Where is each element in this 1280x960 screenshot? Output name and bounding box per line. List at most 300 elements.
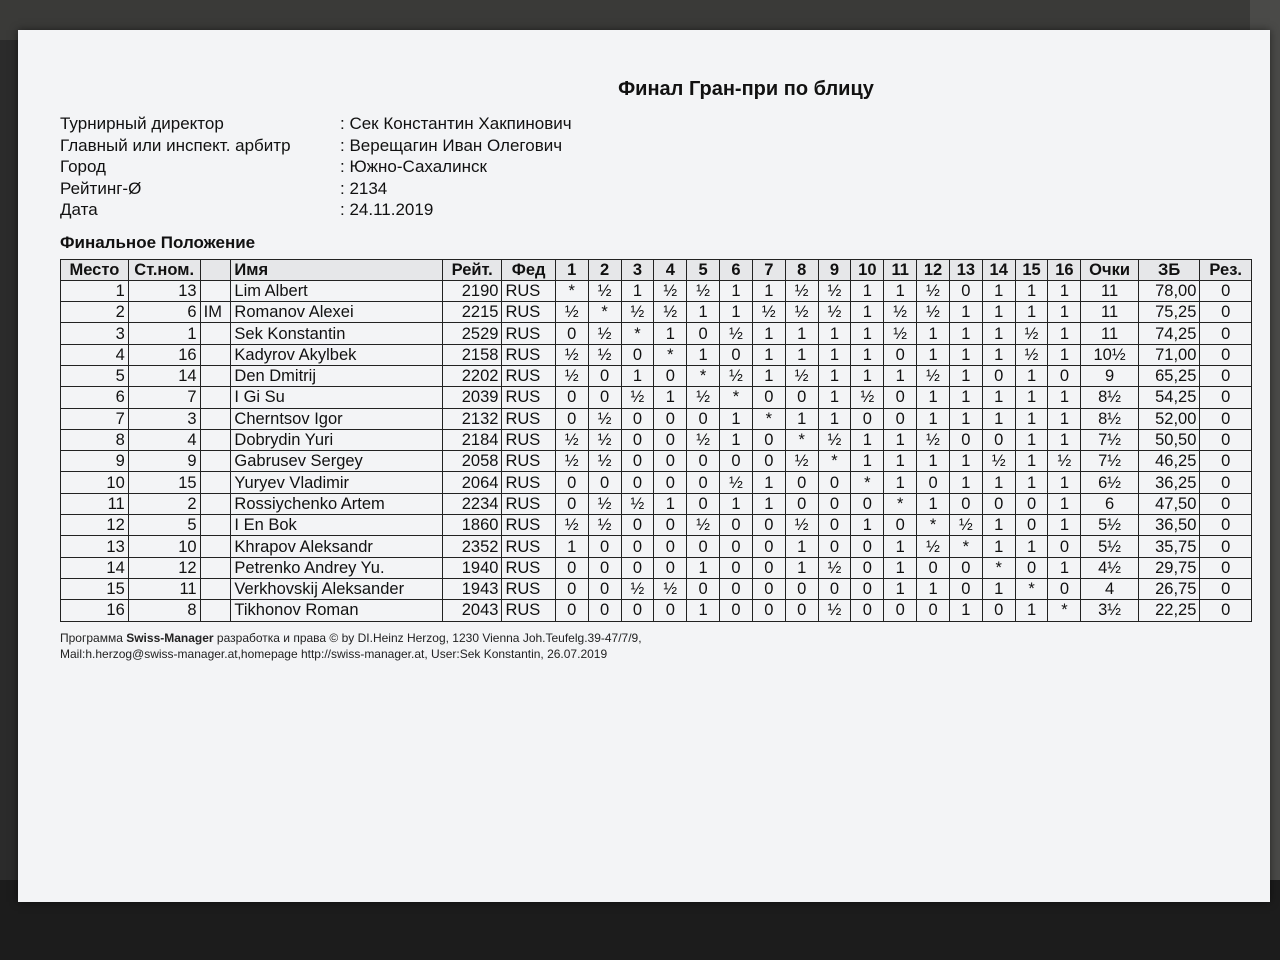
program-footer <box>60 630 1252 662</box>
table-cell: ½ <box>1015 323 1048 344</box>
table-cell: 0 <box>687 472 720 493</box>
info-row <box>60 178 1252 200</box>
table-cell: 2039 <box>442 387 502 408</box>
table-cell: RUS <box>502 536 555 557</box>
table-cell: 0 <box>752 451 785 472</box>
table-cell: 75,25 <box>1138 302 1200 323</box>
table-cell: 0 <box>818 536 851 557</box>
crosstable-header-row <box>61 259 1252 280</box>
table-cell <box>200 472 231 493</box>
table-cell: 0 <box>785 600 818 621</box>
table-cell: 1 <box>851 323 884 344</box>
table-cell: ½ <box>917 302 950 323</box>
table-cell: 0 <box>687 536 720 557</box>
table-cell: Rossiychenko Artem <box>231 493 443 514</box>
table-cell: ½ <box>621 302 654 323</box>
column-header: 3 <box>621 259 654 280</box>
table-cell: 0 <box>621 600 654 621</box>
table-cell: 0 <box>654 557 687 578</box>
table-cell: 0 <box>982 365 1015 386</box>
table-cell: 0 <box>720 451 753 472</box>
table-cell: 2202 <box>442 365 502 386</box>
tournament-info <box>60 113 1252 221</box>
info-label: Дата <box>60 200 98 219</box>
table-cell: 0 <box>654 408 687 429</box>
table-cell: 0 <box>588 387 621 408</box>
table-cell: ½ <box>884 323 917 344</box>
table-cell: 0 <box>654 600 687 621</box>
table-cell: 1 <box>982 387 1015 408</box>
table-cell: ½ <box>555 365 588 386</box>
table-cell: 0 <box>1015 493 1048 514</box>
table-cell: * <box>720 387 753 408</box>
column-header: 4 <box>654 259 687 280</box>
table-cell: 0 <box>1048 578 1081 599</box>
table-cell: 0 <box>1200 515 1252 536</box>
table-cell: 0 <box>654 472 687 493</box>
table-cell: ½ <box>654 280 687 301</box>
table-cell: 1 <box>687 600 720 621</box>
table-cell: 1 <box>1048 323 1081 344</box>
table-cell: 6 <box>1081 493 1138 514</box>
table-cell: 0 <box>654 429 687 450</box>
table-cell: * <box>1015 578 1048 599</box>
table-cell: 0 <box>588 578 621 599</box>
table-cell: 0 <box>818 578 851 599</box>
table-cell: 0 <box>654 451 687 472</box>
table-cell: 2064 <box>442 472 502 493</box>
table-cell: 1 <box>884 429 917 450</box>
table-cell: ½ <box>818 557 851 578</box>
info-row <box>60 199 1252 221</box>
table-cell: RUS <box>502 387 555 408</box>
table-cell: 0 <box>1200 578 1252 599</box>
table-cell: 1 <box>621 365 654 386</box>
table-cell: 11 <box>1081 302 1138 323</box>
table-cell: RUS <box>502 365 555 386</box>
table-cell: ½ <box>818 600 851 621</box>
table-cell: ½ <box>621 387 654 408</box>
table-cell: 1 <box>1048 429 1081 450</box>
table-cell: 0 <box>1200 387 1252 408</box>
table-cell: 9 <box>61 451 129 472</box>
table-cell: ½ <box>588 344 621 365</box>
table-cell: 1 <box>851 429 884 450</box>
table-cell: 1 <box>982 578 1015 599</box>
table-cell: 1 <box>949 451 982 472</box>
table-cell: 1 <box>884 557 917 578</box>
table-cell: 0 <box>1048 365 1081 386</box>
table-cell: 0 <box>687 408 720 429</box>
table-cell: 0 <box>949 493 982 514</box>
table-cell: 4½ <box>1081 557 1138 578</box>
table-cell: 5½ <box>1081 536 1138 557</box>
table-cell <box>200 536 231 557</box>
table-cell: ½ <box>818 280 851 301</box>
section-title: Финальное Положение <box>60 232 256 252</box>
table-cell: 0 <box>555 600 588 621</box>
table-cell: ½ <box>884 302 917 323</box>
table-cell: 1 <box>621 280 654 301</box>
table-cell: 1 <box>949 408 982 429</box>
table-cell: ½ <box>917 365 950 386</box>
table-cell: 1 <box>1048 302 1081 323</box>
column-header: Рейт. <box>442 259 502 280</box>
table-cell: * <box>1048 600 1081 621</box>
table-cell: 0 <box>720 536 753 557</box>
table-cell: RUS <box>502 493 555 514</box>
table-cell: 2529 <box>442 323 502 344</box>
table-cell: 4 <box>1081 578 1138 599</box>
table-cell: Dobrydin Yuri <box>231 429 443 450</box>
table-cell: 0 <box>785 493 818 514</box>
table-cell: 11 <box>1081 323 1138 344</box>
table-cell: 0 <box>818 472 851 493</box>
table-cell: 1 <box>752 323 785 344</box>
table-cell: 1 <box>982 515 1015 536</box>
table-cell: ½ <box>687 280 720 301</box>
table-cell: 14 <box>128 365 200 386</box>
table-cell: 8½ <box>1081 408 1138 429</box>
table-cell: 9 <box>1081 365 1138 386</box>
table-cell: 0 <box>621 429 654 450</box>
table-cell: * <box>654 344 687 365</box>
table-cell: 8 <box>61 429 129 450</box>
table-cell: 5 <box>61 365 129 386</box>
table-cell: ½ <box>818 302 851 323</box>
table-cell: 13 <box>128 280 200 301</box>
table-row <box>61 557 1252 578</box>
column-header: 9 <box>818 259 851 280</box>
footer-line-1 <box>60 630 1252 646</box>
table-cell: 3½ <box>1081 600 1138 621</box>
table-cell: 0 <box>555 578 588 599</box>
table-cell: ½ <box>588 429 621 450</box>
table-cell: Verkhovskij Aleksander <box>231 578 443 599</box>
table-cell: RUS <box>502 302 555 323</box>
info-row <box>60 156 1252 178</box>
table-cell: 0 <box>982 600 1015 621</box>
table-row <box>61 451 1252 472</box>
table-cell: 1 <box>752 365 785 386</box>
table-cell: 2043 <box>442 600 502 621</box>
table-row <box>61 515 1252 536</box>
column-header: 12 <box>917 259 950 280</box>
table-cell: 1 <box>949 600 982 621</box>
table-cell: 11 <box>1081 280 1138 301</box>
table-cell: 26,75 <box>1138 578 1200 599</box>
table-cell: 1 <box>884 365 917 386</box>
table-cell: 8½ <box>1081 387 1138 408</box>
table-cell: ½ <box>851 387 884 408</box>
table-cell: ½ <box>752 302 785 323</box>
table-row <box>61 323 1252 344</box>
column-header: Фед <box>502 259 555 280</box>
table-cell: 2190 <box>442 280 502 301</box>
table-cell: 0 <box>621 536 654 557</box>
table-cell: 1 <box>61 280 129 301</box>
table-cell: 0 <box>1200 557 1252 578</box>
column-header: 8 <box>785 259 818 280</box>
table-cell: RUS <box>502 344 555 365</box>
table-cell: 1 <box>917 408 950 429</box>
footer-prefix: Программа <box>60 630 127 645</box>
table-cell: 1 <box>555 536 588 557</box>
table-cell: 0 <box>785 387 818 408</box>
table-cell <box>200 387 231 408</box>
table-cell: 6½ <box>1081 472 1138 493</box>
table-cell: 7 <box>128 387 200 408</box>
table-cell: ½ <box>588 451 621 472</box>
table-cell: 1 <box>982 472 1015 493</box>
table-cell: ½ <box>555 451 588 472</box>
table-cell: 2158 <box>442 344 502 365</box>
table-cell: 1 <box>1048 472 1081 493</box>
table-cell: 1 <box>654 323 687 344</box>
table-cell: 0 <box>720 557 753 578</box>
table-cell: 0 <box>1200 493 1252 514</box>
table-cell: 0 <box>1015 515 1048 536</box>
table-cell: 1 <box>818 344 851 365</box>
table-cell <box>200 557 231 578</box>
table-cell: * <box>818 451 851 472</box>
table-cell: 1 <box>785 557 818 578</box>
table-cell: ½ <box>621 578 654 599</box>
table-cell: 0 <box>654 536 687 557</box>
table-cell: 0 <box>621 557 654 578</box>
table-cell: 3 <box>61 323 129 344</box>
table-cell: 1 <box>1015 600 1048 621</box>
table-cell: 0 <box>917 557 950 578</box>
table-cell: 0 <box>851 493 884 514</box>
table-cell: 0 <box>1200 600 1252 621</box>
table-cell: ½ <box>687 387 720 408</box>
table-cell: ½ <box>785 451 818 472</box>
table-cell <box>200 600 231 621</box>
table-cell: 1 <box>752 280 785 301</box>
document-title: Финал Гран-при по блицу <box>618 78 874 100</box>
table-cell: 0 <box>555 493 588 514</box>
table-cell: 1 <box>785 408 818 429</box>
table-row <box>61 493 1252 514</box>
table-cell: 1 <box>785 536 818 557</box>
table-cell: 1 <box>818 387 851 408</box>
table-cell: 1 <box>851 365 884 386</box>
table-cell: 0 <box>588 557 621 578</box>
table-cell: 0 <box>654 365 687 386</box>
table-cell: 2184 <box>442 429 502 450</box>
table-cell: RUS <box>502 515 555 536</box>
table-cell: * <box>687 365 720 386</box>
table-cell: 3 <box>128 408 200 429</box>
table-cell: 5½ <box>1081 515 1138 536</box>
table-cell: 0 <box>654 515 687 536</box>
table-cell: 0 <box>720 515 753 536</box>
table-cell: 7 <box>61 408 129 429</box>
table-cell: ½ <box>555 344 588 365</box>
table-cell: 9 <box>128 451 200 472</box>
table-cell: 1 <box>128 323 200 344</box>
table-cell: * <box>851 472 884 493</box>
table-cell: 1 <box>720 493 753 514</box>
table-cell: RUS <box>502 280 555 301</box>
table-cell: ½ <box>588 493 621 514</box>
table-cell: 1 <box>720 429 753 450</box>
table-cell: * <box>588 302 621 323</box>
table-cell <box>200 578 231 599</box>
table-cell: 0 <box>687 451 720 472</box>
table-cell: 0 <box>982 493 1015 514</box>
table-cell: ½ <box>949 515 982 536</box>
table-cell: 0 <box>588 472 621 493</box>
column-header: 13 <box>949 259 982 280</box>
table-cell: RUS <box>502 451 555 472</box>
table-cell: 1 <box>1015 280 1048 301</box>
table-cell: ½ <box>588 280 621 301</box>
table-cell: 6 <box>128 302 200 323</box>
table-cell: 1 <box>687 344 720 365</box>
table-cell <box>200 515 231 536</box>
table-cell: 16 <box>128 344 200 365</box>
table-cell: 1 <box>982 323 1015 344</box>
table-cell: * <box>884 493 917 514</box>
table-cell: 2132 <box>442 408 502 429</box>
table-cell: 1860 <box>442 515 502 536</box>
table-cell <box>200 429 231 450</box>
table-cell: ½ <box>917 280 950 301</box>
table-cell: 1 <box>949 302 982 323</box>
table-cell: 78,00 <box>1138 280 1200 301</box>
table-cell: 0 <box>720 578 753 599</box>
table-cell: 1 <box>851 280 884 301</box>
table-cell: 10½ <box>1081 344 1138 365</box>
table-row <box>61 387 1252 408</box>
table-row <box>61 578 1252 599</box>
table-cell: 1 <box>851 515 884 536</box>
table-cell: 0 <box>1200 429 1252 450</box>
column-header: 15 <box>1015 259 1048 280</box>
table-cell: 1 <box>917 493 950 514</box>
table-cell: ½ <box>588 408 621 429</box>
table-cell: 52,00 <box>1138 408 1200 429</box>
column-header: Очки <box>1081 259 1138 280</box>
table-cell: Sek Konstantin <box>231 323 443 344</box>
table-cell: 1 <box>752 493 785 514</box>
info-value: : Сек Константин Хакпинович <box>340 114 572 133</box>
table-cell: 2215 <box>442 302 502 323</box>
table-cell: 0 <box>752 536 785 557</box>
table-cell: 0 <box>555 472 588 493</box>
table-cell: * <box>555 280 588 301</box>
info-label: Главный или инспект. арбитр <box>60 135 291 155</box>
column-header: 1 <box>555 259 588 280</box>
table-cell: 10 <box>128 536 200 557</box>
table-cell: 2 <box>61 302 129 323</box>
table-cell: 0 <box>621 515 654 536</box>
table-cell: Den Dmitrij <box>231 365 443 386</box>
table-cell: 1 <box>917 323 950 344</box>
table-cell: 1 <box>720 280 753 301</box>
table-cell: ½ <box>917 429 950 450</box>
table-cell: 1 <box>1048 515 1081 536</box>
table-cell: 0 <box>687 493 720 514</box>
info-label: Турнирный директор <box>60 114 224 133</box>
table-cell: 4 <box>61 344 129 365</box>
info-label: Рейтинг-Ø <box>60 178 142 198</box>
table-cell: * <box>917 515 950 536</box>
table-cell: * <box>752 408 785 429</box>
table-cell: 0 <box>555 408 588 429</box>
table-cell: 36,25 <box>1138 472 1200 493</box>
table-cell: 46,25 <box>1138 451 1200 472</box>
table-cell: 0 <box>621 344 654 365</box>
table-cell: 0 <box>720 600 753 621</box>
table-cell: 1 <box>982 280 1015 301</box>
table-cell: 22,25 <box>1138 600 1200 621</box>
column-header: 14 <box>982 259 1015 280</box>
info-label: Город <box>60 157 106 176</box>
table-cell: 0 <box>752 387 785 408</box>
table-row <box>61 600 1252 621</box>
table-cell: I En Bok <box>231 515 443 536</box>
table-cell: 0 <box>1200 408 1252 429</box>
table-cell: Kadyrov Akylbek <box>231 344 443 365</box>
footer-copyright: разработка и права © by DI.Heinz Herzog, 1230 Vienna Joh.Teufelg.39-47/7/9, <box>213 630 642 645</box>
table-cell: 1 <box>1015 451 1048 472</box>
table-cell: 0 <box>1200 365 1252 386</box>
table-cell: 0 <box>818 515 851 536</box>
table-cell: ½ <box>785 365 818 386</box>
table-cell: 2058 <box>442 451 502 472</box>
table-cell: 11 <box>61 493 129 514</box>
table-cell: 0 <box>917 472 950 493</box>
footer-line-2: Mail:h.herzog@swiss-manager.at,homepage http://swiss-manager.at, User:Sek Konstantin, 26.07.2019 <box>60 646 608 661</box>
table-cell: ½ <box>555 302 588 323</box>
table-cell: 36,50 <box>1138 515 1200 536</box>
table-cell: 0 <box>851 536 884 557</box>
table-cell: 0 <box>785 472 818 493</box>
table-cell: 0 <box>621 408 654 429</box>
table-cell: ½ <box>720 365 753 386</box>
table-cell: 0 <box>555 387 588 408</box>
table-cell: 0 <box>818 493 851 514</box>
table-row <box>61 302 1252 323</box>
table-cell: Yuryev Vladimir <box>231 472 443 493</box>
table-cell: 16 <box>61 600 129 621</box>
info-row <box>60 135 1252 157</box>
table-cell: 1 <box>785 323 818 344</box>
table-cell: ½ <box>720 472 753 493</box>
table-row <box>61 408 1252 429</box>
column-header: Ст.ном. <box>128 259 200 280</box>
table-cell: 8 <box>128 600 200 621</box>
table-cell: ½ <box>687 429 720 450</box>
table-cell: 1 <box>1048 493 1081 514</box>
table-row <box>61 280 1252 301</box>
table-cell <box>200 451 231 472</box>
table-cell: Gabrusev Sergey <box>231 451 443 472</box>
table-cell: IM <box>200 302 231 323</box>
table-cell: 35,75 <box>1138 536 1200 557</box>
table-cell: 0 <box>884 387 917 408</box>
table-cell: * <box>621 323 654 344</box>
table-cell: 2 <box>128 493 200 514</box>
table-cell: 15 <box>61 578 129 599</box>
table-cell: 1 <box>1015 472 1048 493</box>
table-cell: 1 <box>982 302 1015 323</box>
table-cell: 0 <box>982 429 1015 450</box>
table-cell: 1 <box>1015 408 1048 429</box>
